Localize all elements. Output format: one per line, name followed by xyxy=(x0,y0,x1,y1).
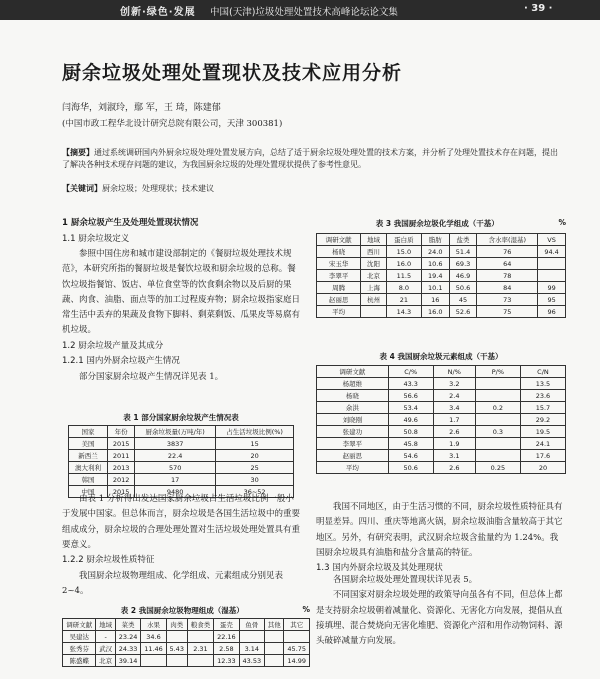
authors: 闫海华，刘淑玲，鄢 军，王 琦，陈建郁 xyxy=(62,103,221,113)
table-cell: 刘晓刚 xyxy=(317,414,389,426)
table-cell: 17 xyxy=(135,474,216,486)
table-cell xyxy=(475,378,520,390)
table-cell xyxy=(361,306,387,318)
table-cell: 新西兰 xyxy=(69,450,108,462)
table-row xyxy=(317,294,566,306)
keywords-text: 厨余垃圾；处理现状；技术建议 xyxy=(102,184,214,193)
table-header-cell: 厨余垃圾量(万吨/年) xyxy=(135,426,216,438)
table-header-cell: VS xyxy=(538,234,566,246)
table-header-cell: 调研文献 xyxy=(317,366,389,378)
left-column xyxy=(62,216,302,385)
table-cell: 李翠平 xyxy=(317,270,361,282)
table-row xyxy=(317,450,566,462)
table-cell: 16.0 xyxy=(386,258,421,270)
table-header-row xyxy=(317,234,566,246)
table-cell: 50.6 xyxy=(449,282,477,294)
table-cell: 0.25 xyxy=(475,462,520,474)
table-cell: 76 xyxy=(477,246,538,258)
table-cell xyxy=(187,655,213,667)
table-cell: 24.0 xyxy=(421,246,449,258)
table-cell: 1.9 xyxy=(433,438,475,450)
table-cell: 3.4 xyxy=(433,402,475,414)
table-cell xyxy=(265,643,284,655)
table-cell: 570 xyxy=(135,462,216,474)
table-header-cell: 粮食类 xyxy=(187,619,213,631)
table-3-caption-text: 表 3 我国厨余垃圾化学组成（干基） xyxy=(375,219,499,228)
abstract-text: 通过系统调研国内外厨余垃圾处理处置发展方向，总结了适于厨余垃圾处理处置的技术方案，并分析了处理处置技术存在问题，提出了解决各种技术现存问题的建议，为我国厨余垃圾的处理处置现状提供了参考性意见。 xyxy=(62,148,558,169)
table-cell: 24.1 xyxy=(520,438,565,450)
table-4-caption: 表 4 我国厨余垃圾元素组成（干基） xyxy=(379,352,503,361)
table-cell: 69.3 xyxy=(449,258,477,270)
table-cell: 96 xyxy=(538,306,566,318)
table-cell: 张秀芬 xyxy=(63,643,96,655)
affiliation: (中国市政工程华北设计研究总院有限公司，天津 300381) xyxy=(62,119,283,129)
section-1-heading: 1 厨余垃圾产生及处理处置现状情况 xyxy=(62,218,199,228)
table-cell: 2013 xyxy=(108,462,135,474)
paragraph: 由表 1 分析得出发达国家厨余垃圾占生活垃圾比例一般小于发展中国家。但总体而言，厨余垃圾是各国生活垃圾中的重要组成成分，厨余垃圾的合理处理处置对生活垃圾处理处置具有重要意义。 xyxy=(62,494,301,550)
table-cell: 杨超维 xyxy=(317,378,389,390)
table-header-cell: 地域 xyxy=(96,619,115,631)
table-header-cell: 肉类 xyxy=(166,619,187,631)
table-cell: 2012 xyxy=(108,474,135,486)
abstract xyxy=(62,146,562,171)
table-cell: 53.4 xyxy=(388,402,433,414)
table-row xyxy=(69,462,294,474)
table-cell: 25 xyxy=(216,462,294,474)
table-cell: 张建功 xyxy=(317,426,389,438)
table-row xyxy=(69,438,294,450)
table-header-cell: 蛋白质 xyxy=(386,234,421,246)
table-cell: 2011 xyxy=(108,450,135,462)
table-cell: 11.46 xyxy=(141,643,166,655)
table-cell: 2.4 xyxy=(433,390,475,402)
table-header-cell: 水果 xyxy=(141,619,166,631)
table-header-cell: 菜类 xyxy=(115,619,140,631)
table-2 xyxy=(62,603,310,667)
table-cell: 澳大利利 xyxy=(69,462,108,474)
table-cell: 15 xyxy=(216,438,294,450)
table-cell: 2.6 xyxy=(433,462,475,474)
table-cell: 10.1 xyxy=(421,282,449,294)
table-cell: 李翠平 xyxy=(317,438,389,450)
table-cell xyxy=(265,631,284,643)
table-cell: 49.6 xyxy=(388,414,433,426)
table-header-cell: C/% xyxy=(388,366,433,378)
table-cell: 10.6 xyxy=(421,258,449,270)
table-cell: 22.4 xyxy=(135,450,216,462)
table-1-caption: 表 1 部分国家厨余垃圾产生情况表 xyxy=(123,413,239,422)
table-cell: 9480 xyxy=(135,486,216,498)
table-row xyxy=(317,270,566,282)
table-cell: 52.6 xyxy=(449,306,477,318)
table-cell xyxy=(538,258,566,270)
paragraph: 各国厨余垃圾处理处置现状详见表 5。 xyxy=(333,575,478,586)
table-cell: 8.0 xyxy=(386,282,421,294)
table-cell: 54.6 xyxy=(388,450,433,462)
table-cell: 平均 xyxy=(317,306,361,318)
table-row xyxy=(317,378,566,390)
table-cell: 56.6 xyxy=(388,390,433,402)
table-cell: 0.2 xyxy=(475,402,520,414)
table-cell: 陈盛蝶 xyxy=(63,655,96,667)
table-cell: 沈阳 xyxy=(361,258,387,270)
table-cell: 西川 xyxy=(361,246,387,258)
table-cell xyxy=(141,655,166,667)
table-cell: 99 xyxy=(538,282,566,294)
table-cell xyxy=(265,655,284,667)
table-cell: 15.7 xyxy=(520,402,565,414)
table-header-cell: 地域 xyxy=(361,234,387,246)
table-cell: 20 xyxy=(216,450,294,462)
table-cell: 3.14 xyxy=(239,643,264,655)
table-cell: 15.0 xyxy=(386,246,421,258)
table-1 xyxy=(68,410,294,498)
table-cell: 余洪 xyxy=(317,402,389,414)
table-row xyxy=(317,282,566,294)
table-cell: 95 xyxy=(538,294,566,306)
table-header-cell: 占生活垃圾比例(%) xyxy=(216,426,294,438)
section-1-2-1-heading: 1.2.1 国内外厨余垃圾产生情况 xyxy=(62,356,180,367)
keywords xyxy=(62,183,214,194)
paragraph: 不同国家对厨余垃圾处理的政策导向虽各有不同，但总体上都是支持厨余垃圾朝着减量化、资源化、无害化方向发展，提倡从直接填埋、混合焚烧向无害化堆肥、资源化产沼和用作动物饲料、源头破碎减量方向发展。 xyxy=(316,590,563,647)
table-header-cell: 盐类 xyxy=(449,234,477,246)
table-cell: 2015 xyxy=(108,486,135,498)
table-cell xyxy=(475,414,520,426)
table-cell xyxy=(166,655,187,667)
table-cell: 宋玉华 xyxy=(317,258,361,270)
table-cell: 韩国 xyxy=(69,474,108,486)
table-cell: 21 xyxy=(386,294,421,306)
table-cell: 19.4 xyxy=(421,270,449,282)
table-header-cell: P/% xyxy=(475,366,520,378)
table-cell: 赵丽思 xyxy=(317,450,389,462)
table-cell xyxy=(475,438,520,450)
table-row xyxy=(317,258,566,270)
table-cell xyxy=(187,631,213,643)
table-cell: 75 xyxy=(477,306,538,318)
paragraph: 部分国家厨余垃圾产生情况详见表 1。 xyxy=(79,371,224,382)
table-cell: 39.14 xyxy=(115,655,140,667)
table-row xyxy=(63,631,310,643)
table-cell: 45.75 xyxy=(284,643,310,655)
table-cell xyxy=(475,390,520,402)
table-cell: 51.4 xyxy=(449,246,477,258)
table-row xyxy=(69,450,294,462)
table-cell: 14.99 xyxy=(284,655,310,667)
table-row xyxy=(317,246,566,258)
table-cell: 16.0 xyxy=(421,306,449,318)
paragraph: 我国不同地区，由于生活习惯的不同，厨余垃圾性质特征具有明显差异。四川、重庆等地离火锅，厨余垃圾油脂含量较高于其它地区。另外，有研究表明，武汉厨余垃圾含盐量约为 1.24%。我国厨余垃圾具有油脂和盐分含量高的特征。 xyxy=(316,502,563,558)
table-cell: 中国 xyxy=(69,486,108,498)
table-cell: 上海 xyxy=(361,282,387,294)
table-cell: 29.2 xyxy=(520,414,565,426)
table-cell: 杭州 xyxy=(361,294,387,306)
table-header-row xyxy=(63,619,310,631)
table-row xyxy=(317,414,566,426)
table-cell: 19.5 xyxy=(520,426,565,438)
table-header-cell: 蛋壳 xyxy=(214,619,239,631)
section-1-2-2-heading: 1.2.2 厨余垃圾性质特征 xyxy=(62,555,155,566)
section-1-3-heading: 1.3 国内外厨余垃圾及其处理现状 xyxy=(316,563,443,574)
left-column-lower xyxy=(62,492,302,599)
running-header xyxy=(0,0,600,20)
table-cell: 11.5 xyxy=(386,270,421,282)
table-cell: 杨晓 xyxy=(317,390,389,402)
table-header-cell: 脂肪 xyxy=(421,234,449,246)
table-cell: 赵丽思 xyxy=(317,294,361,306)
table-cell: 平均 xyxy=(317,462,389,474)
section-1-1-heading: 1.1 厨余垃圾定义 xyxy=(62,233,130,244)
table-3-unit: % xyxy=(558,218,566,227)
table-cell xyxy=(239,631,264,643)
table-header-row xyxy=(69,426,294,438)
paragraph: 我国厨余垃圾物理组成、化学组成、元素组成分别见表 2~4。 xyxy=(62,570,284,596)
table-cell: 武汉 xyxy=(96,643,115,655)
table-row xyxy=(317,390,566,402)
table-cell: 3.2 xyxy=(433,378,475,390)
table-cell: 北京 xyxy=(361,270,387,282)
header-center: 中国(天津)垃圾处理处置技术高峰论坛论文集 xyxy=(210,7,398,18)
table-cell: 36~52 xyxy=(216,486,294,498)
table-cell xyxy=(475,450,520,462)
table-3-grid xyxy=(316,233,566,318)
right-column xyxy=(316,500,566,650)
table-cell: 5.43 xyxy=(166,643,187,655)
table-header-cell: 鱼骨 xyxy=(239,619,264,631)
table-cell: 12.33 xyxy=(214,655,239,667)
table-cell: 94.4 xyxy=(538,246,566,258)
table-cell: 50.8 xyxy=(388,426,433,438)
section-1-2-heading: 1.2 厨余垃圾产量及其成分 xyxy=(62,340,164,351)
table-header-cell: 国家 xyxy=(69,426,108,438)
table-row xyxy=(317,462,566,474)
paragraph: 参照中国住房和城市建设部制定的《餐厨垃圾处理技术规范》，本研究所指的餐厨垃圾是餐饮垃圾和厨余垃圾的总称。餐饮垃圾指餐馆、饭店、单位食堂等的饮食剩余物以及后厨的果蔬、肉食、油脂、面点等的加工过程废弃物；厨余垃圾指家庭日常生活中丢弃的果蔬及食物下脚料、剩菜剩饭、瓜果皮等易腐有机垃圾。 xyxy=(62,249,301,336)
table-cell: 3837 xyxy=(135,438,216,450)
table-2-grid xyxy=(62,618,310,667)
table-cell: 2.31 xyxy=(187,643,213,655)
table-1-grid xyxy=(68,425,294,498)
table-cell: 20 xyxy=(520,462,565,474)
table-header-cell: N/% xyxy=(433,366,475,378)
table-row xyxy=(63,643,310,655)
table-cell: 1.7 xyxy=(433,414,475,426)
table-cell: 84 xyxy=(477,282,538,294)
table-cell: 北京 xyxy=(96,655,115,667)
table-header-cell: C/N xyxy=(520,366,565,378)
table-3-caption xyxy=(316,218,566,229)
table-cell: 30 xyxy=(216,474,294,486)
table-cell: 73 xyxy=(477,294,538,306)
table-cell: 13.5 xyxy=(520,378,565,390)
table-cell: 78 xyxy=(477,270,538,282)
table-4-grid xyxy=(316,365,566,474)
table-header-cell: 调研文献 xyxy=(63,619,96,631)
table-header-row xyxy=(317,366,566,378)
paper-title: 厨余垃圾处理处置现状及技术应用分析 xyxy=(62,62,403,84)
table-cell: 64 xyxy=(477,258,538,270)
table-cell: 34.6 xyxy=(141,631,166,643)
table-row xyxy=(317,402,566,414)
table-cell xyxy=(538,270,566,282)
table-cell: 0.3 xyxy=(475,426,520,438)
table-cell: 17.6 xyxy=(520,450,565,462)
table-cell: 50.6 xyxy=(388,462,433,474)
table-cell: 45 xyxy=(449,294,477,306)
table-cell: 24.33 xyxy=(115,643,140,655)
table-header-cell: 其他 xyxy=(265,619,284,631)
table-header-cell: 年份 xyxy=(108,426,135,438)
header-left: 创新·绿色·发展 xyxy=(120,7,196,18)
table-cell: 美国 xyxy=(69,438,108,450)
table-cell: 45.8 xyxy=(388,438,433,450)
table-cell: 周腾 xyxy=(317,282,361,294)
table-row xyxy=(63,655,310,667)
table-2-unit: % xyxy=(302,605,310,614)
table-cell: 吴建达 xyxy=(63,631,96,643)
table-cell: 43.3 xyxy=(388,378,433,390)
table-row xyxy=(317,438,566,450)
table-cell: - xyxy=(96,631,115,643)
table-cell: 14.3 xyxy=(386,306,421,318)
table-2-caption-text: 表 2 我国厨余垃圾物理组成（湿基） xyxy=(120,606,244,615)
table-header-cell: 含水率(湿基) xyxy=(477,234,538,246)
table-cell: 16 xyxy=(421,294,449,306)
page-number: · 39 · xyxy=(524,3,553,14)
table-cell: 22.16 xyxy=(214,631,239,643)
table-cell: 46.9 xyxy=(449,270,477,282)
table-row xyxy=(317,426,566,438)
abstract-tag: 【摘要】 xyxy=(62,147,94,157)
table-cell: 3.1 xyxy=(433,450,475,462)
table-cell: 杨晓 xyxy=(317,246,361,258)
table-cell: 23.6 xyxy=(520,390,565,402)
table-3 xyxy=(316,233,566,318)
keywords-tag: 【关键词】 xyxy=(62,183,102,193)
table-cell: 2.58 xyxy=(214,643,239,655)
table-cell: 43.53 xyxy=(239,655,264,667)
table-2-caption xyxy=(62,605,310,616)
table-cell: 2.6 xyxy=(433,426,475,438)
table-header-cell: 其它 xyxy=(284,619,310,631)
table-row xyxy=(69,474,294,486)
table-header-cell: 调研文献 xyxy=(317,234,361,246)
table-row xyxy=(317,306,566,318)
table-cell: 23.24 xyxy=(115,631,140,643)
table-4 xyxy=(316,365,566,474)
table-cell xyxy=(166,631,187,643)
table-cell xyxy=(284,631,310,643)
table-cell: 2015 xyxy=(108,438,135,450)
